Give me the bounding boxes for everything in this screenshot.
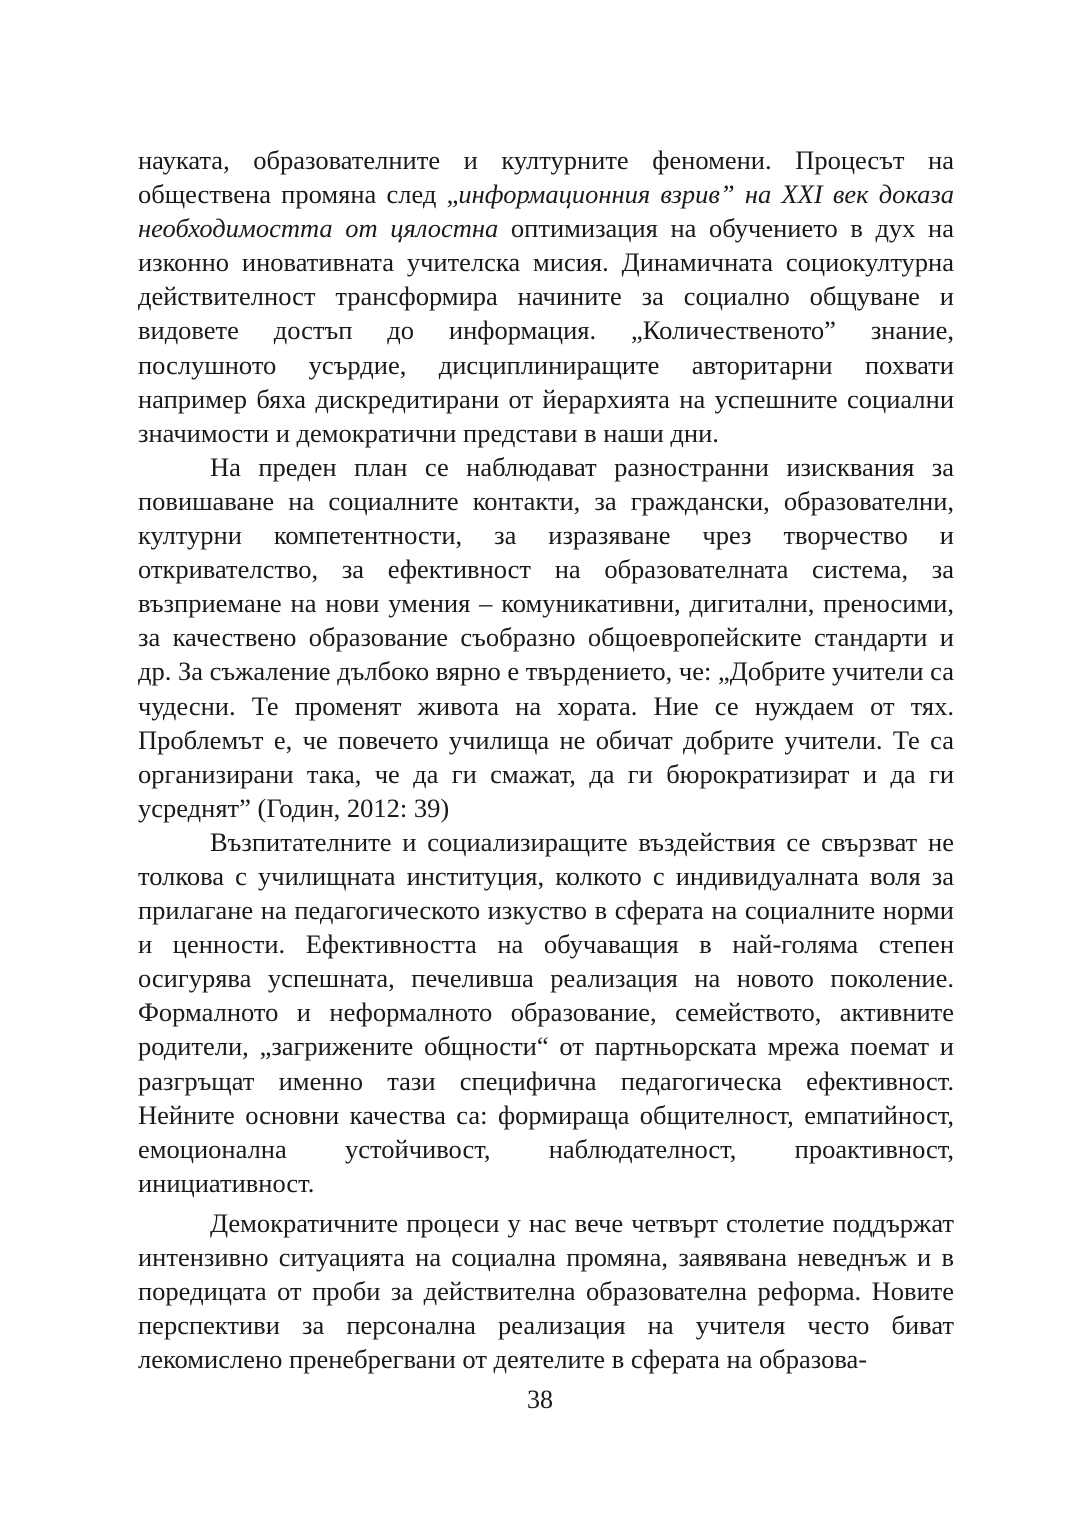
page-number: 38 bbox=[527, 1385, 553, 1414]
paragraph-4: Демократичните процеси у нас вече четвърт столетие поддържат интензивно ситуацията на социална промяна, заявявана неведнъж и в поредицата от проби за действителна образователна реформа. Новите перспективи за персонална реализация на учителя често биват лекомислено пренебрегвани от деятелите в сферата на образова- bbox=[138, 1207, 954, 1375]
paragraph-2: На преден план се наблюдават разностранни изисквания за повишаване на социалните контакти, за граждански, образователни, културни компетентности, за изразяване чрез творчество и откривателство, за ефективност на образователната система, за възприемане на нови умения – комуникативни, дигитални, преносими, за качествено образование съобразно общоевропейските стандарти и др. За съжаление дълбоко вярно е твърдението, че: „Добрите учители са чудесни. Те променят живота на хората. Ние се нуждаем от тях. Проблемът е, че повечето училища не обичат добрите учители. Те са организирани така, че да ги смажат, да ги бюрократизират и да ги усреднят” (Годин, 2012: 39) bbox=[138, 451, 954, 823]
paragraph-1-part-c: оптимизация на обучението в дух на изконно иновативната учителска мисия. Динамичната социокултурна действителност трансформира начините за социално общуване и видовете достъп до информация. „Количественото” знание, послушното усърдие, дисциплиниращите авторитарни похвати например бяха дискредитирани от йерархията на успешните социални значимости и демократични представи в наши дни. bbox=[138, 213, 954, 448]
paragraph-1-part-a: науката, образователните и културните феномени. Процесът на обществена промяна след „ bbox=[138, 145, 954, 210]
paragraph-3: Възпитателните и социализиращите въздействия се свързват не толкова с училищната институция, колкото с индивидуалната воля за прилагане на педагогическото изкуство в сферата на социалните норми и ценности. Ефективността на обучаващия в най-голяма степен осигурява успешната, печеливша реализация на новото поколение. Формалното и неформалното образование, семейството, активните родители, „загрижените общности“ от партньорската мрежа поемат и разгръщат именно тази специфична педагогическа ефективност. Нейните основни качества са: формираща общителност, емпатийност, емоционална устойчивост, наблюдателност, проактивност, инициативност. bbox=[138, 826, 954, 1198]
paragraph-1 bbox=[138, 143, 954, 450]
body-text bbox=[138, 143, 954, 1376]
paragraph-1-italic: информационния взрив” на XXI век доказа необходимостта от цялостна bbox=[138, 179, 954, 244]
